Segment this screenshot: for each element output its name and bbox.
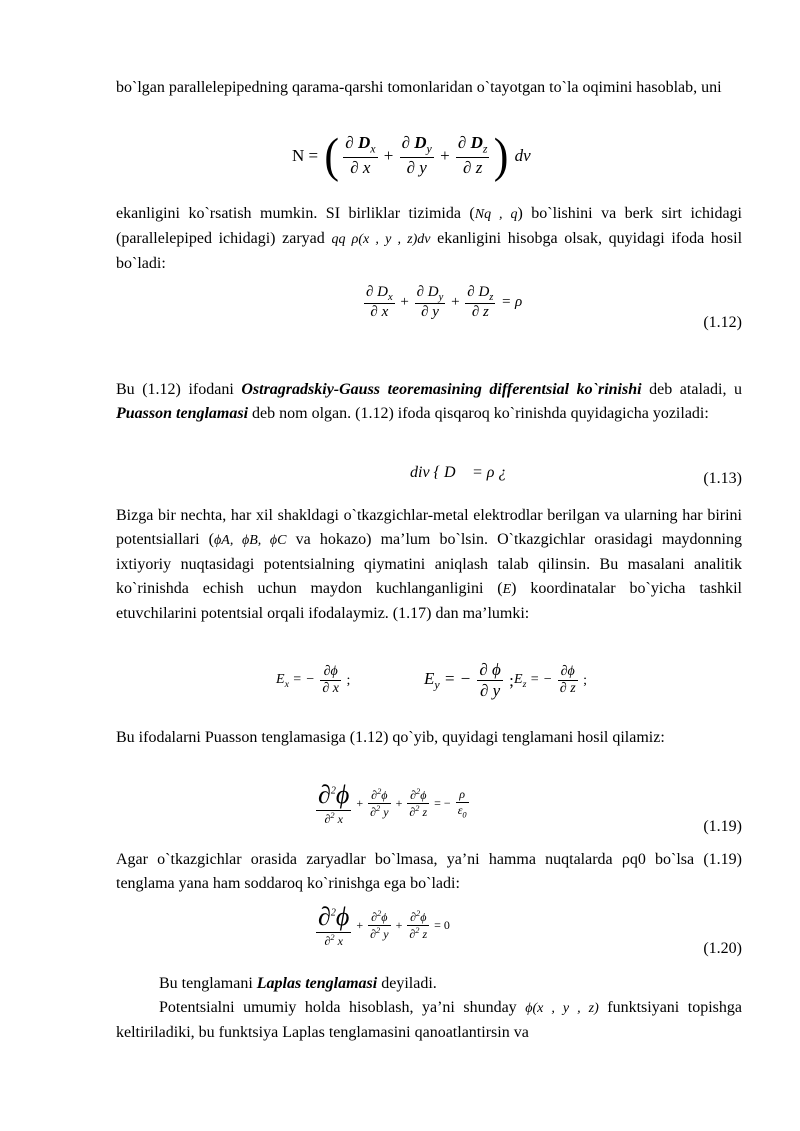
equation-1-20: $\frac{\partial^2\phi}{\partial^2 x}$ + $\frac{\partial^2\phi}{\partial^2 y}$ + $\frac{\partial^2\phi}{\partial^2 z}$ = 0 xyxy=(318,902,450,948)
equation-1-20-rhs: = 0 xyxy=(434,918,450,932)
equation-ex: $E_x$ = − $\frac{\partial\phi}{\partial x}$ ; xyxy=(276,664,351,696)
paragraph-intro: bo`lgan parallelepipedning qarama-qarshi tomonlaridan o`tayotgan to`la oqimini hasoblab, uni xyxy=(116,79,722,96)
equation-number-1-20: (1.20) xyxy=(703,940,742,957)
equation-1-13: div { D⃗ = ρ ¿ xyxy=(410,464,507,481)
inline-math-phi: ϕ(x , y , z) xyxy=(525,1001,599,1016)
equation-flux: N = ( $\frac{\partial D_x}{\partial x}$ + $\frac{\partial D_y}{\partial y}$ + $\frac{\partial D_z}{\partial z}$ ) dv xyxy=(292,128,531,183)
term-ostrogradsky-gauss: Ostragradskiy-Gauss teoremasining differentsial ko`rinishi xyxy=(241,381,642,398)
fraction-dx: $\frac{\partial D_x}{\partial x}$ xyxy=(345,133,376,177)
paragraph-ostrogradsky: Bu (1.12) ifodani Ostragradskiy-Gauss teoremasining differentsial ko`rinishi deb ataladi, u Puasson tenglamasi deb nom olgan. (1.12) ifoda qisqaroq ko`rinishda quyidagicha yoziladi: xyxy=(116,381,743,422)
equation-number-1-13: (1.13) xyxy=(703,470,742,487)
term-laplace: Laplas tenglamasi xyxy=(256,975,378,992)
inline-math-nq: Nq , q xyxy=(474,207,518,222)
equation-1-12-rhs: = ρ xyxy=(501,294,523,310)
term-poisson: Puasson tenglamasi xyxy=(116,405,249,422)
inline-math-charge: qq ρ(x , y , z)dv xyxy=(331,232,431,247)
fraction-dz: $\frac{\partial D_z}{\partial z}$ xyxy=(457,133,488,177)
paragraph-conductors: Bizga bir nechta, har xil shakldagi o`tkazgichlar-metal elektrodlar berilgan va ularning har birini potentsiallari (ϕA, ϕB, ϕC va hokazo) ma’lum bo`lsin. O`tkazgichlar orasidagi maydonning ixtiyoriy nuqtasidagi potentsialning qiymatini aniqlash talab qilinsin. Bu masalani analitik ko`rinishda echish uchun maydon kuchlanganligini (E) koordinatalar bo`yicha tashkil etuvchilarini potentsial orqali ifodalaymiz. (1.17) dan ma’lumki: xyxy=(116,507,742,622)
paragraph-si-units: ekanligini ko`rsatish mumkin. SI birliklar tizimida (Nq , q) bo`lishini va berk sirt ichidagi (parallelepiped ichidagi) zaryad qq ρ(x , y , z)dv ekanligini hisobga olsak, quyidagi ifoda hosil bo`ladi: xyxy=(116,205,743,272)
equation-tail: dv xyxy=(514,145,531,165)
paragraph-substitution: Bu ifodalarni Puasson tenglamasiga (1.12) qo`yib, quyidagi tenglamani hosil qilamiz: xyxy=(116,729,665,746)
equation-number-1-12: (1.12) xyxy=(703,314,742,331)
equation-ez: $E_z$ = − $\frac{\partial\phi}{\partial z}$ ; xyxy=(514,664,588,696)
equation-1-12: $\frac{\partial D_x}{\partial x}$ + $\frac{\partial D_y}{\partial y}$ + $\frac{\partial D_z}{\partial z}$ = ρ xyxy=(366,284,523,320)
equation-number-1-19: (1.19) xyxy=(703,818,742,835)
paragraph-potential-function: Potentsialni umumiy holda hisoblash, ya’ni shunday ϕ(x , y , z) funktsiyani topishga keltiriladiki, bu funktsiya Laplas tenglamasini qanoatlantirsin va xyxy=(116,999,742,1041)
inline-math-potentials: ϕA, ϕB, ϕC xyxy=(214,533,287,548)
paragraph-laplace: Bu tenglamani Laplas tenglamasi deyiladi. xyxy=(159,975,437,992)
equation-1-19-rhs: = − xyxy=(434,796,451,810)
fraction-dy: $\frac{\partial D_y}{\partial y}$ xyxy=(401,133,432,177)
equation-ey: $E_y$ = − $\frac{\partial \phi}{\partial y}$ ; xyxy=(424,660,514,700)
paragraph-no-charges: Agar o`tkazgichlar orasida zaryadlar bo`lmasa, ya’ni hamma nuqtalarda ρq0 bo`lsa (1.19) tenglama yana ham soddaroq ko`rinishga ega bo`ladi: xyxy=(116,851,742,892)
equation-lhs: N = xyxy=(292,145,319,165)
inline-math-field: E xyxy=(502,582,512,597)
equation-1-19: $\frac{\partial^2\phi}{\partial^2 x}$ + $\frac{\partial^2\phi}{\partial^2 y}$ + $\frac{\partial^2\phi}{\partial^2 z}$ = − $\frac{\rho}{\varepsilon_0}$ xyxy=(318,780,467,826)
